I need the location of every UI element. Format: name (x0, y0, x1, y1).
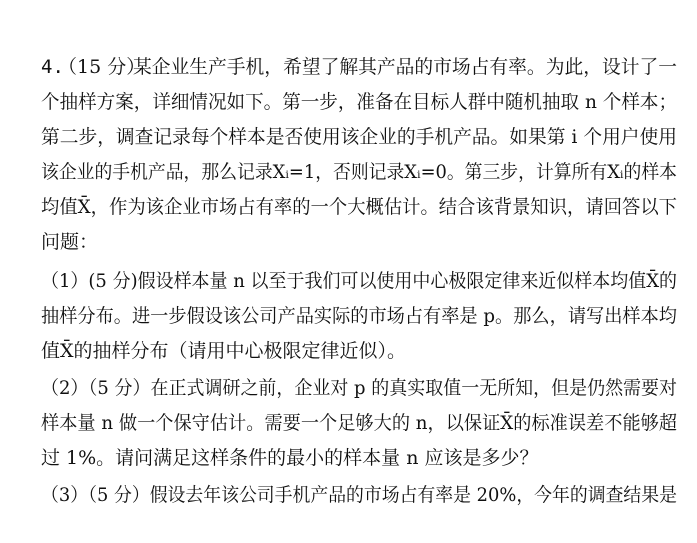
subquestion-3-line (0, 477, 697, 513)
question-points: （15 分） (58, 56, 146, 78)
text-line (0, 440, 697, 476)
text-line-4: 该企业的手机产品，那么记录Xᵢ=1，否则记录Xᵢ=0。第三步，计算所有Xᵢ的样本 (41, 161, 677, 183)
text-line-11: 样本量 n 做一个保守估计。需要一个足够大的 n，以保证X̄的标准误差不能够超 (41, 412, 678, 434)
text-line-13: （3）（5 分）假设去年该公司手机产品的市场占有率是 20%，今年的调查结果是 (41, 484, 677, 506)
text-line-8: 抽样分布。进一步假设该公司产品实际的市场占有率是 p。那么，请写出样本均 (41, 305, 677, 327)
text-line-1: 某企业生产手机，希望了解其产品的市场占有率。为此，设计了一 (133, 56, 678, 78)
text-line (0, 119, 697, 155)
text-line-7: （1）(5 分)假设样本量 n 以至于我们可以使用中心极限定律来近似样本均值X̄的 (41, 270, 678, 292)
text-line (0, 224, 697, 260)
text-line-2: 个抽样方案，详细情况如下。第一步，准备在目标人群中随机抽取 n 个样本； (41, 91, 678, 113)
question-header-line (0, 49, 697, 85)
subquestion-1-line (0, 263, 697, 299)
text-line-12: 过 1%。请问满足这样条件的最小的样本量 n 应该是多少？ (41, 447, 539, 469)
text-line (0, 189, 697, 225)
text-line-10: （2）（5 分）在正式调研之前，企业对 p 的真实取值一无所知，但是仍然需要对 (41, 377, 678, 399)
text-line (0, 333, 697, 369)
text-line-3: 第二步，调查记录每个样本是否使用该企业的手机产品。如果第 i 个用户使用 (41, 126, 678, 148)
text-line (0, 84, 697, 120)
text-line-5: 均值X̄，作为该企业市场占有率的一个大概估计。结合该背景知识，请回答以下 (41, 196, 677, 218)
question-number: 4. (41, 56, 64, 78)
text-line-6: 问题： (41, 231, 99, 253)
text-line (0, 298, 697, 334)
subquestion-2-line (0, 370, 697, 406)
text-line-9: 值X̄的抽样分布（请用中心极限定律近似）。 (41, 340, 407, 362)
text-line (0, 405, 697, 441)
text-line (0, 154, 697, 190)
